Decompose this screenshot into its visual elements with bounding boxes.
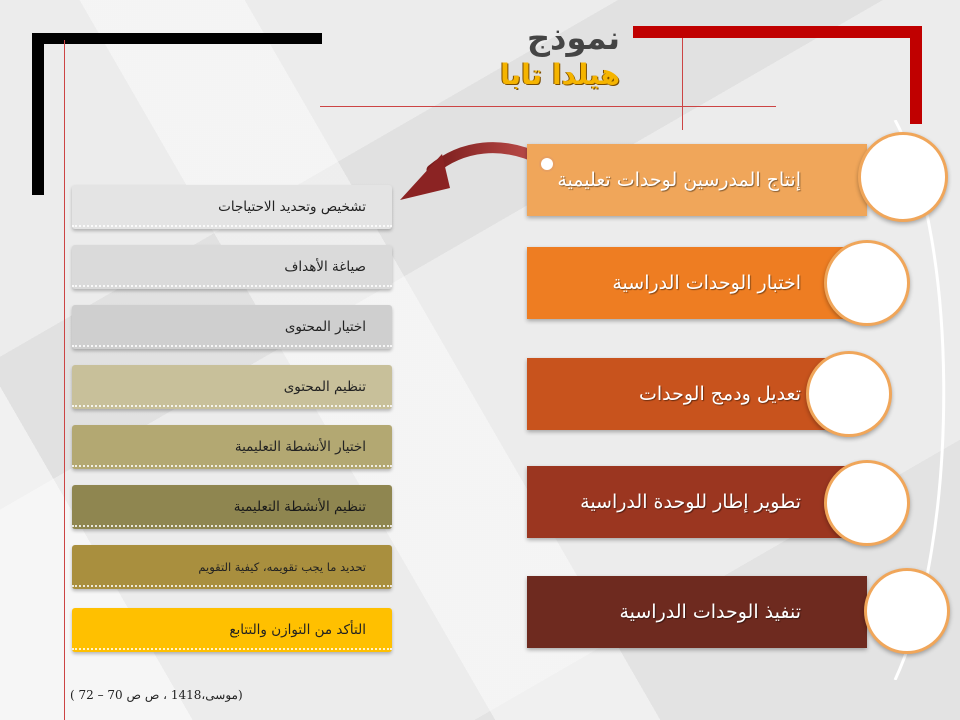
step-circle-5 [864, 568, 950, 654]
citation: (موسى،1418 ، ص ص 70 – 72 ) [70, 688, 243, 702]
bullet-icon [541, 158, 553, 170]
step-label: إنتاج المدرسين لوحدات تعليمية [557, 169, 801, 191]
substep-activities-organization [72, 485, 392, 529]
substep-content-organization [72, 365, 392, 409]
substep-needs-diagnosis [72, 185, 392, 229]
step-circle-2 [824, 240, 910, 326]
step-circle-3 [806, 351, 892, 437]
step-produce-units [527, 144, 867, 216]
substep-label: تنظيم الأنشطة التعليمية [233, 499, 366, 515]
frame-bar-right-red [910, 26, 922, 124]
title-block [470, 18, 620, 92]
substep-label: اختيار الأنشطة التعليمية [234, 439, 366, 455]
step-label: اختبار الوحدات الدراسية [612, 272, 801, 294]
page-title: نموذج [526, 19, 620, 57]
step-label: تعديل ودمج الوحدات [638, 383, 801, 405]
frame-thin-line-left [64, 40, 65, 720]
substep-activities-selection [72, 425, 392, 469]
substep-label: اختيار المحتوى [284, 319, 366, 335]
step-label: تنفيذ الوحدات الدراسية [619, 601, 801, 623]
substep-content-selection [72, 305, 392, 349]
step-test-units [527, 247, 867, 319]
substep-balance-sequence [72, 608, 392, 652]
substep-label: تحديد ما يجب تقويمه، كيفية التقويم [198, 560, 366, 574]
substep-label: التأكد من التوازن والتتابع [229, 622, 366, 638]
substep-label: تشخيص وتحديد الاحتياجات [218, 199, 366, 215]
page-subtitle: هيلدا تابا [500, 58, 620, 91]
substep-evaluation [72, 545, 392, 589]
substep-label: صياغة الأهداف [284, 259, 366, 275]
frame-thin-line-horizontal [320, 106, 776, 107]
substep-label: تنظيم المحتوى [283, 379, 366, 395]
frame-bar-top-black [32, 33, 322, 44]
step-develop-framework [527, 466, 867, 538]
step-circle-1 [858, 132, 948, 222]
step-circle-4 [824, 460, 910, 546]
frame-thin-line-right [682, 38, 683, 130]
step-label: تطوير إطار للوحدة الدراسية [580, 491, 801, 513]
step-implement-units [527, 576, 867, 648]
substep-objectives [72, 245, 392, 289]
frame-bar-left-black [32, 33, 44, 195]
frame-bar-top-red [633, 26, 922, 38]
